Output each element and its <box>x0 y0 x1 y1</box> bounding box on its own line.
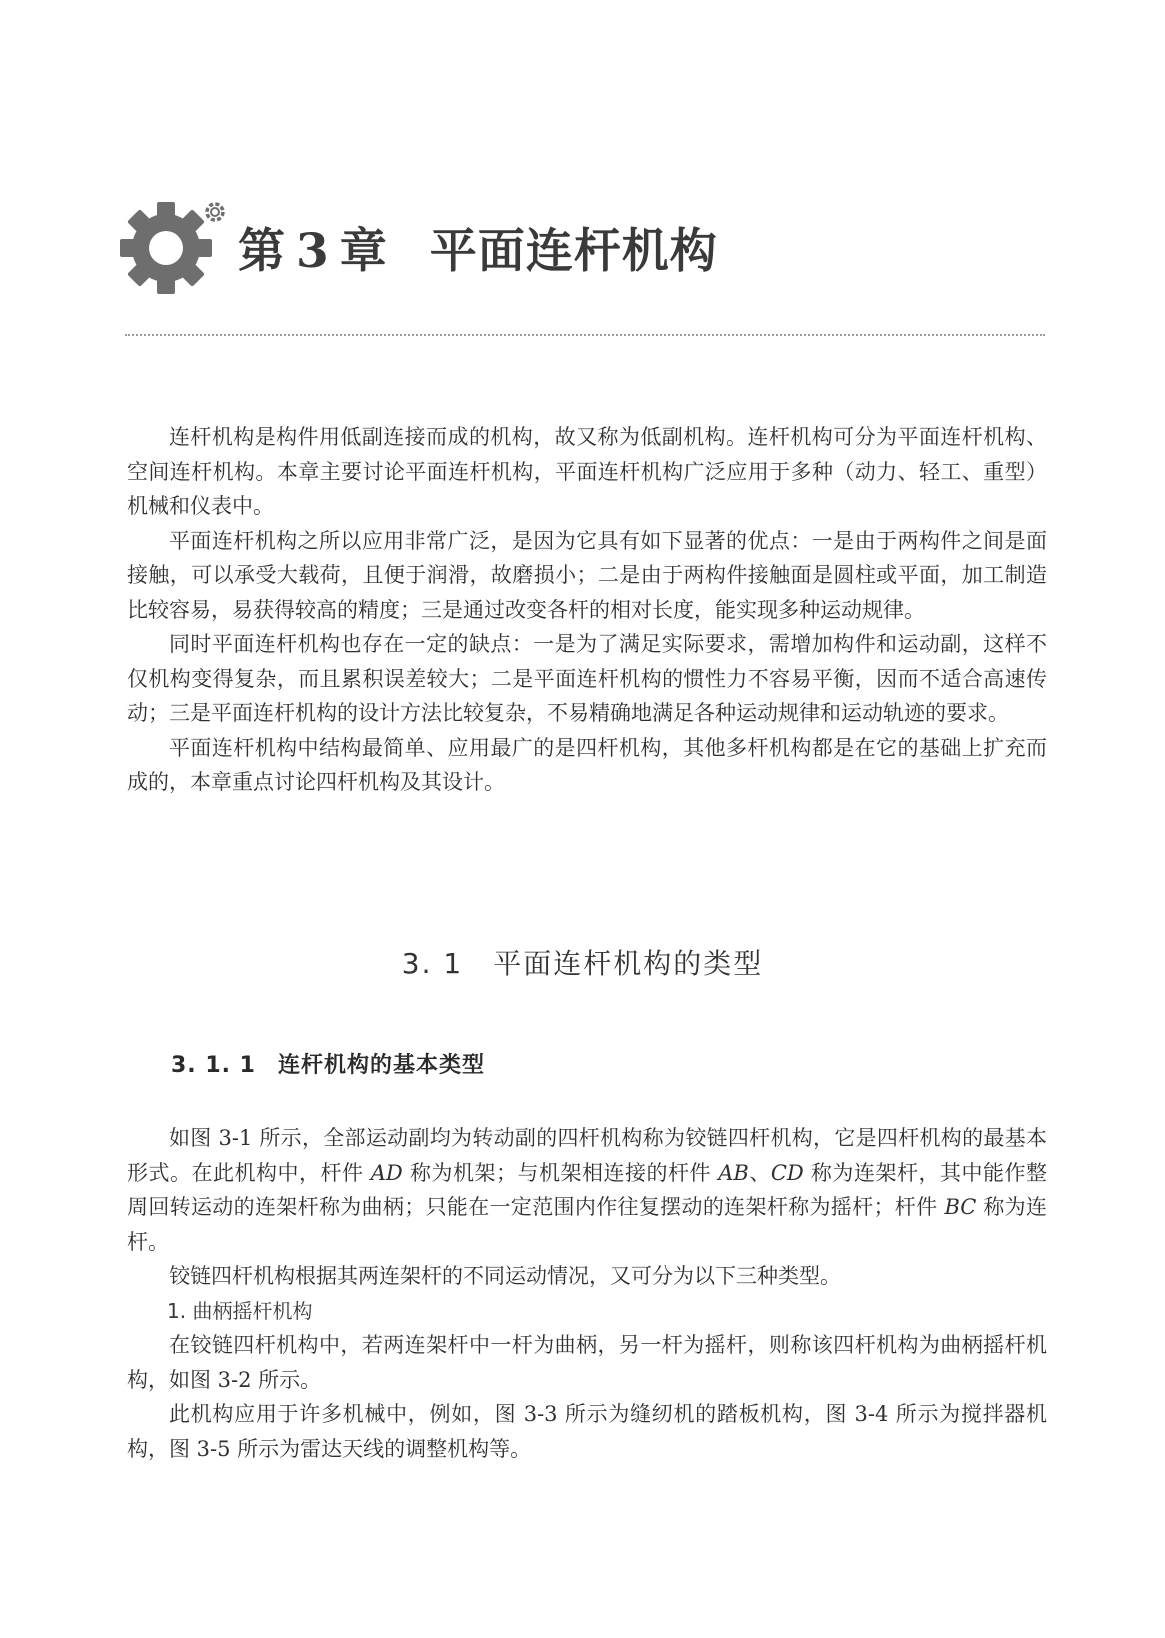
chapter-number-label: 第 <box>238 224 286 279</box>
subsection-heading <box>171 1048 485 1079</box>
intro-paragraph: 连杆机构是构件用低副连接而成的机构，故又称为低副机构。连杆机构可分为平面连杆机构、空间连杆机构。本章主要讨论平面连杆机构，平面连杆机构广泛应用于多种（动力、轻工、重型）机械和仪表中。 <box>127 425 1047 518</box>
chapter-title <box>238 214 718 281</box>
types-section <box>127 1121 1047 1466</box>
subsection-number: 3. 1. 1 <box>171 1053 256 1078</box>
chapter-name: 平面连杆机构 <box>429 224 718 279</box>
types-paragraph <box>127 1121 1047 1259</box>
subsection-title: 连杆机构的基本类型 <box>277 1053 485 1078</box>
header-divider <box>125 334 1045 336</box>
text-run: 称为机架；与机架相连接的杆件 <box>402 1160 719 1185</box>
text-run: 称为连杆。 <box>127 1195 1048 1254</box>
intro-paragraph: 同时平面连杆机构也存在一定的缺点：一是为了满足实际要求，需增加构件和运动副，这样不仅机构变得复杂，而且累积误差较大；二是平面连杆机构的惯性力不容易平衡，因而不适合高速传动；三是平面连杆机构的设计方法比较复杂，不易精确地满足各种运动规律和运动轨迹的要求。 <box>127 632 1047 725</box>
intro-paragraph: 平面连杆机构中结构最简单、应用最广的是四杆机构，其他多杆机构都是在它的基础上扩充而成的，本章重点讨论四杆机构及其设计。 <box>127 735 1047 794</box>
gear-icon <box>120 190 238 298</box>
text-run: 、 <box>748 1160 771 1185</box>
section-title: 平面连杆机构的类型 <box>493 947 764 980</box>
text-run: 如图 3-1 所示，全部运动副均为转动副的四杆机构称为铰链四杆机构，它是四杆机构的最基本形式。在此机构中，杆件 <box>127 1126 1047 1185</box>
term-cd: CD <box>770 1160 804 1185</box>
term-bc: BC <box>944 1195 977 1219</box>
section-number: 3. 1 <box>401 947 464 980</box>
intro-paragraph: 平面连杆机构之所以应用非常广泛，是因为它具有如下显著的优点：一是由于两构件之间是面接触，可以承受大载荷，且便于润滑，故磨损小；二是由于两构件接触面是圆柱或平面，加工制造比较容易，易获得较高的精度；三是通过改变各杆的相对长度，能实现多种运动规律。 <box>127 528 1047 622</box>
chapter-header <box>120 178 1020 288</box>
term-ad: AD <box>370 1160 403 1185</box>
intro-section <box>127 420 1047 800</box>
chapter-number-suffix: 章 <box>339 224 388 279</box>
crank-rocker-heading: 1. 曲柄摇杆机构 <box>167 1298 313 1323</box>
section-heading <box>0 942 1165 982</box>
term-ab: AB <box>718 1160 749 1185</box>
chapter-number: 3 <box>296 224 330 279</box>
types-paragraph: 在铰链四杆机构中，若两连架杆中一杆为曲柄，另一杆为摇杆，则称该四杆机构为曲柄摇杆机构，如图 3-2 所示。 <box>127 1333 1047 1392</box>
text-run: 称为连架杆，其中能作整周回转运动的连架杆称为曲柄；只能在一定范围内作往复摆动的连架杆称为摇杆；杆件 <box>127 1160 1047 1219</box>
types-paragraph: 此机构应用于许多机械中，例如，图 3-3 所示为缝纫机的踏板机构，图 3-4 所示为搅拌器机构，图 3-5 所示为雷达天线的调整机构等。 <box>127 1402 1047 1461</box>
types-paragraph: 铰链四杆机构根据其两连架杆的不同运动情况，又可分为以下三种类型。 <box>169 1264 841 1288</box>
